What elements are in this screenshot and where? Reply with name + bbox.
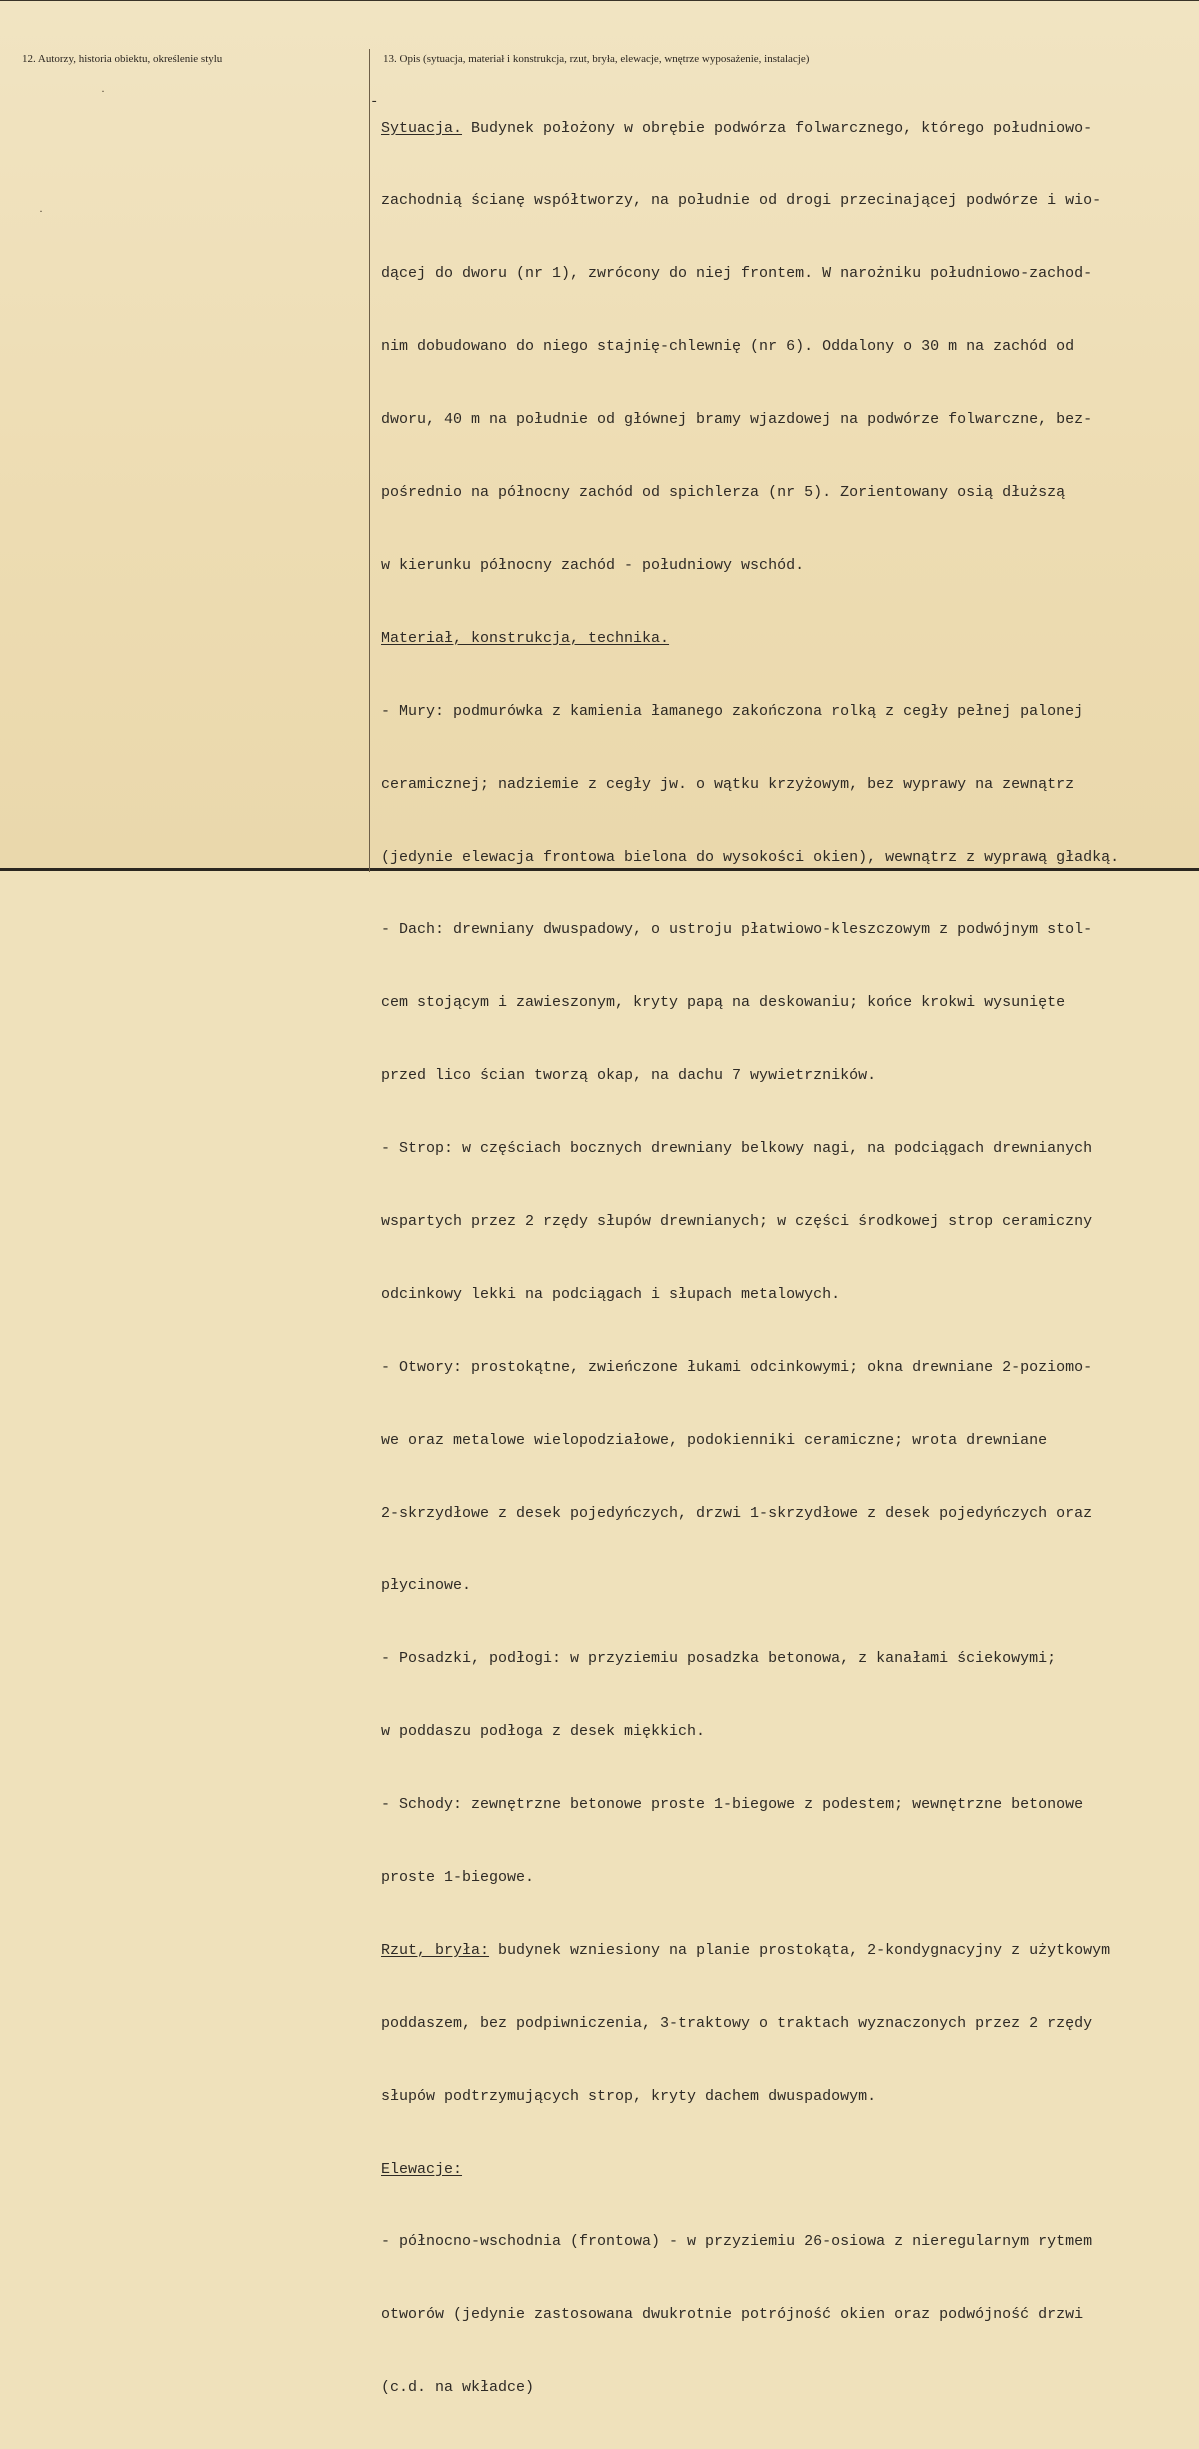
text-line: przed lico ścian tworzą okap, na dachu 7 wywietrzników.: [381, 1067, 877, 1085]
text-line: ceramicznej; nadziemie z cegły jw. o wątku krzyżowym, bez wyprawy na zewnątrz: [381, 775, 1075, 793]
paper-speck: ·: [39, 204, 43, 218]
text-line: proste 1-biegowe.: [381, 1868, 535, 1886]
text-line: pośrednio na północny zachód od spichlerza (nr 5). Zorientowany osią dłuższą: [381, 484, 1066, 502]
text-line: [381, 627, 1193, 651]
text-line: [381, 2158, 1193, 2182]
text-line: płycinowe.: [381, 1577, 472, 1595]
text-line: - Schody: zewnętrzne betonowe proste 1-biegowe z podestem; wewnętrzne betonowe: [381, 1796, 1084, 1814]
text-line: w poddaszu podłoga z desek miękkich.: [381, 1723, 706, 1741]
text-line: zachodnią ścianę współtworzy, na południe od drogi przecinającej podwórze i wio-: [381, 192, 1102, 210]
text-line: wspartych przez 2 rzędy słupów drewnianych; w części środkowej strop ceramiczny: [381, 1212, 1093, 1230]
text-line: poddaszem, bez podpiwniczenia, 3-traktowy o traktach wyznaczonych przez 2 rzędy: [381, 2014, 1093, 2032]
section-heading-elewacje: Elewacje:: [381, 2160, 463, 2178]
paper-speck: ·: [101, 84, 105, 98]
section-heading-material: Materiał, konstrukcja, technika.: [381, 629, 670, 647]
section-heading-sytuacja: Sytuacja.: [381, 119, 463, 137]
text-line: - Strop: w częściach bocznych drewniany belkowy nagi, na podciągach drewnianych: [381, 1140, 1093, 1158]
text-line: - Otwory: prostokątne, zwieńczone łukami odcinkowymi; okna drewniane 2-poziomo-: [381, 1358, 1093, 1376]
text-line: Rzut, bryła: budynek wzniesiony na planie prostokąta, 2-kondygnacyjny z użytkowym: [381, 1941, 1111, 1959]
text-line: dącej do dworu (nr 1), zwrócony do niej frontem. W narożniku południowo-zachod-: [381, 265, 1093, 283]
left-column-header: 12. Autorzy, historia obiektu, określenie stylu: [22, 53, 223, 65]
text-line: cem stojącym i zawieszonym, kryty papą na deskowaniu; końce krokwi wysunięte: [381, 994, 1066, 1012]
text-line: dworu, 40 m na południe od głównej bramy wjazdowej na podwórze folwarczne, bez-: [381, 411, 1093, 429]
description-text: [381, 68, 1193, 2449]
text-line: we oraz metalowe wielopodziałowe, podokienniki ceramiczne; wrota drewniane: [381, 1431, 1048, 1449]
text-line: otworów (jedynie zastosowana dwukrotnie potrójność okien oraz podwójność drzwi: [381, 2306, 1084, 2324]
text-line: - Dach: drewniany dwuspadowy, o ustroju płatwiowo-kleszczowym z podwójnym stol-: [381, 921, 1093, 939]
section-heading-rzut: Rzut, bryła:: [381, 1941, 490, 1959]
text-line: nim dobudowano do niego stajnię-chlewnię (nr 6). Oddalony o 30 m na zachód od: [381, 338, 1075, 356]
text-line: słupów podtrzymujących strop, kryty dachem dwuspadowym.: [381, 2087, 877, 2105]
margin-mark: -: [370, 94, 379, 110]
text-line: - Posadzki, podłogi: w przyziemiu posadzka betonowa, z kanałami ściekowymi;: [381, 1650, 1057, 1668]
text-line: - Mury: podmurówka z kamienia łamanego zakończona rolką z cegły pełnej palonej: [381, 702, 1084, 720]
text-line: w kierunku północny zachód - południowy wschód.: [381, 556, 805, 574]
right-column-header: 13. Opis (sytuacja, materiał i konstrukcja, rzut, bryła, elewacje, wnętrze wyposażenie, instalacje): [383, 53, 810, 65]
text-line: (c.d. na wkładce): [381, 2379, 535, 2397]
text-line: Sytuacja. Budynek położony w obrębie podwórza folwarcznego, którego południowo-: [381, 119, 1093, 137]
column-divider: [369, 49, 370, 872]
text-line: odcinkowy lekki na podciągach i słupach metalowych.: [381, 1285, 841, 1303]
text-line: (jedynie elewacja frontowa bielona do wysokości okien), wewnątrz z wyprawą gładką.: [381, 848, 1120, 866]
text-line: 2-skrzydłowe z desek pojedyńczych, drzwi 1-skrzydłowe z desek pojedyńczych oraz: [381, 1504, 1093, 1522]
text-line: - północno-wschodnia (frontowa) - w przyziemiu 26-osiowa z nieregularnym rytmem: [381, 2233, 1093, 2251]
